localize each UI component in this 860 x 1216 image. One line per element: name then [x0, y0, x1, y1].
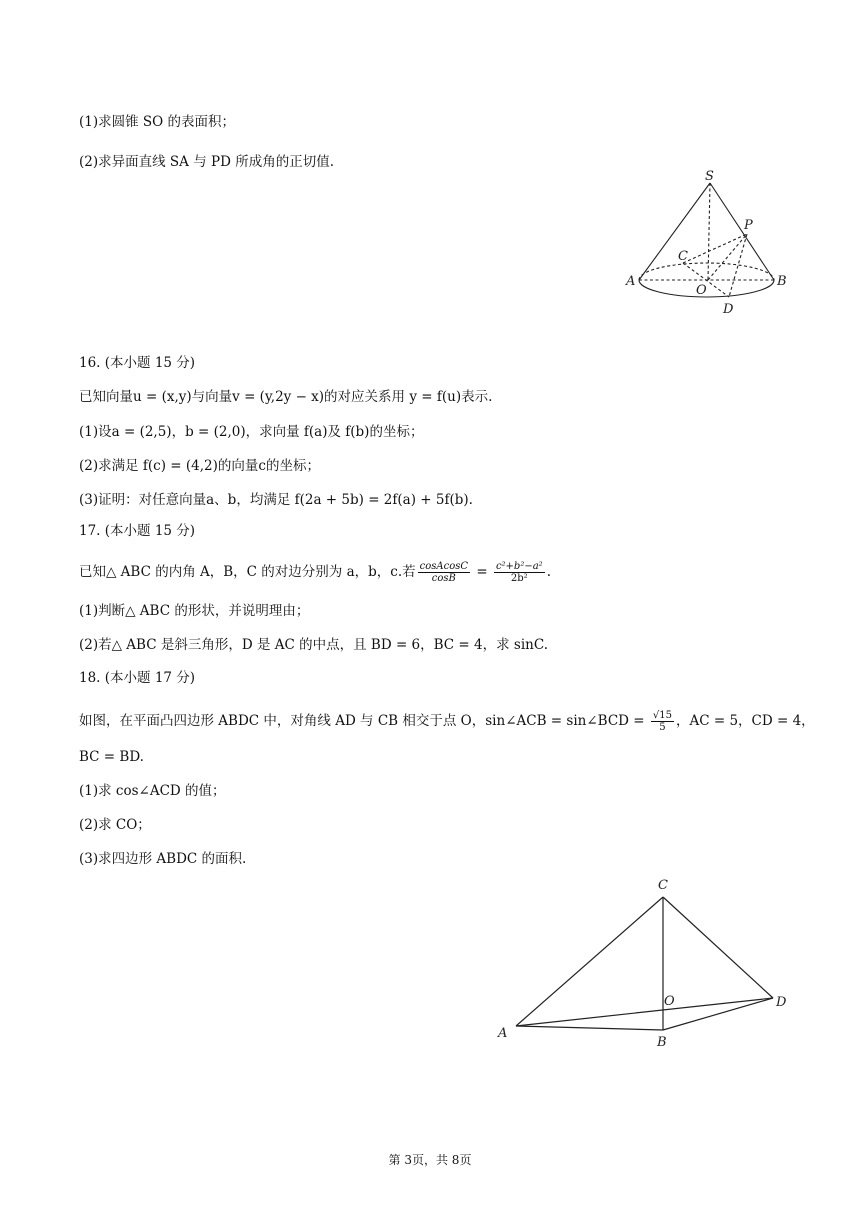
q18-stem [79, 710, 815, 733]
cone-seg-op [708, 234, 747, 280]
q17-frac-left-num: cosAcosC [419, 561, 469, 572]
quad-label-a: A [498, 1026, 508, 1041]
q18-part3: (3)求四边形 ABDC 的面积. [79, 851, 247, 867]
quad-label-o: O [664, 994, 675, 1009]
page-footer: 第 3页，共 8页 [388, 1153, 472, 1167]
q16-part3: (3)证明：对任意向量a、b，均满足 f(2a + 5b) = 2f(a) + 5f(b). [79, 492, 473, 508]
q17-equals: = [472, 564, 492, 580]
q18-part2: (2)求 CO； [79, 817, 151, 833]
q17-fraction-right [494, 561, 545, 584]
q17-fraction-left [418, 561, 470, 584]
quadrilateral-figure [492, 872, 802, 1054]
q18-frac-num: √15 [652, 710, 672, 721]
q17-frac-right-num: c²+b²−a² [495, 561, 543, 572]
quad-edge-cd [663, 897, 773, 998]
q15-part2: (2)求异面直线 SA 与 PD 所成角的正切值. [79, 154, 334, 170]
quad-edge-bd [663, 998, 773, 1030]
q18-fraction [651, 710, 674, 733]
cone-label-c: C [678, 249, 688, 264]
cone-label-d: D [723, 302, 734, 317]
q17-frac-left-den: cosB [431, 573, 456, 584]
cone-figure [622, 163, 794, 320]
q18-heading: 18. (本小题 17 分) [79, 670, 196, 686]
cone-base-back [639, 263, 774, 280]
q18-part1: (1)求 cos∠ACD 的值； [79, 783, 226, 799]
q17-stem-text: 已知△ ABC 的内角 A，B，C 的对边分别为 a，b，c.若 [79, 564, 416, 580]
q17-heading: 17. (本小题 15 分) [79, 523, 196, 539]
quad-diagonal-ad [516, 998, 773, 1026]
quad-label-c: C [658, 878, 668, 893]
q16-part2: (2)求满足 f(c) = (4,2)的向量c的坐标； [79, 458, 320, 474]
q16-stem: 已知向量u = (x,y)与向量v = (y,2y − x)的对应关系用 y = f(u)表示. [79, 389, 493, 405]
quad-label-d: D [776, 995, 787, 1010]
quad-edge-ab [516, 1026, 663, 1030]
cone-label-b: B [777, 274, 787, 289]
cone-label-a: A [626, 274, 636, 289]
cone-label-o: O [696, 283, 707, 298]
quad-edge-ac [516, 897, 663, 1026]
q18-stem-text: 如图，在平面凸四边形 ABDC 中，对角线 AD 与 CB 相交于点 O，sin∠ACB = sin∠BCD = [79, 713, 649, 729]
q17-stem-end: . [546, 564, 551, 580]
q18-frac-den: 5 [659, 722, 666, 733]
q15-part1: (1)求圆锥 SO 的表面积； [79, 114, 236, 130]
cone-axis-so [708, 183, 710, 280]
q17-stem [79, 561, 551, 584]
q17-part2: (2)若△ ABC 是斜三角形，D 是 AC 的中点，且 BD = 6，BC = 4，求 sinC. [79, 637, 548, 653]
q16-part1: (1)设a = (2,5)，b = (2,0)，求向量 f(a)及 f(b)的坐标； [79, 424, 424, 440]
cone-seg-cp [683, 234, 747, 263]
q17-part1: (1)判断△ ABC 的形状，并说明理由； [79, 603, 310, 619]
q18-stem-values: ，AC = 5，CD = 4， [675, 713, 815, 729]
cone-edge-sb [710, 183, 774, 280]
q18-stem-cont: BC = BD. [79, 749, 144, 765]
q16-heading: 16. (本小题 15 分) [79, 355, 196, 371]
q17-frac-right-den: 2b² [510, 573, 528, 584]
cone-label-p: P [744, 218, 753, 233]
cone-label-s: S [705, 169, 714, 184]
quad-label-b: B [657, 1035, 667, 1050]
